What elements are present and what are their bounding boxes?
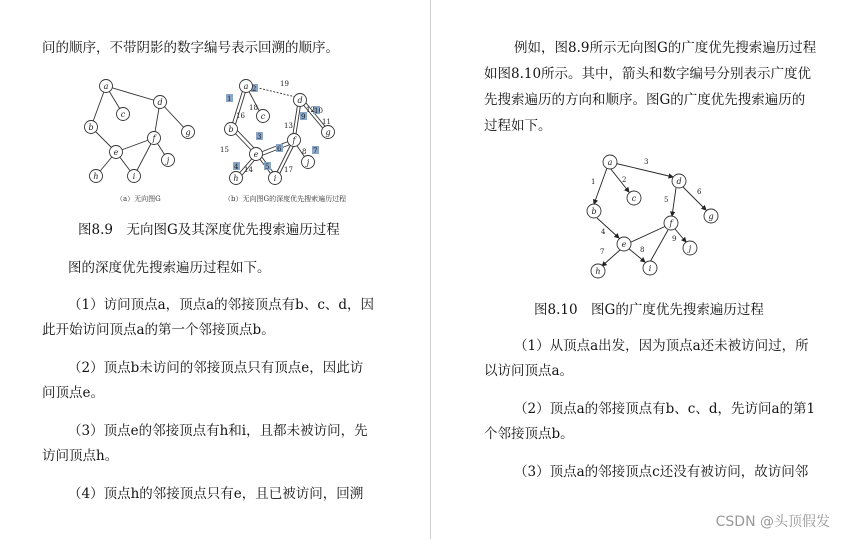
svg-text:f: f [152,134,156,143]
svg-text:5: 5 [265,163,270,171]
step1-line2: 此开始访问顶点a的第一个邻接顶点b。 [42,322,275,338]
svg-text:b: b [591,207,597,216]
svg-text:3: 3 [644,158,649,166]
step2-line1: （2）顶点b未访问的邻接顶点只有顶点e，因此访 [68,360,364,376]
svg-text:f: f [669,219,673,228]
svg-text:2: 2 [252,85,257,93]
dfs-node-i [269,172,282,185]
subcaption-a: （a）无向图G [116,195,161,203]
svg-text:e: e [621,240,627,249]
right-page [432,0,848,539]
bfs-node-c [627,191,641,205]
intro-line2: 如图8.10所示。其中，箭头和数字编号分别表示广度优 [484,66,812,82]
svg-text:j: j [688,244,692,253]
dfs-node-b [225,123,238,136]
page-divider [430,0,431,539]
intro-line4: 过程如下。 [484,118,552,134]
bfs-node-g [704,209,718,223]
svg-text:j: j [166,156,170,165]
svg-text:18: 18 [249,104,258,112]
step4-line1: （4）顶点h的邻接顶点只有e，且已被访问，回溯 [68,486,364,502]
svg-text:c: c [631,194,637,203]
graph-node-c [117,108,130,121]
svg-text:a: a [103,82,109,91]
svg-text:i: i [273,174,277,183]
svg-text:g: g [185,128,191,137]
dfs-node-d [294,94,307,107]
bfs-node-h [591,264,605,278]
svg-text:a: a [607,158,613,167]
dfs-node-f [288,134,301,147]
subcaption-b: （b）无向图G的深度优先搜索遍历过程 [224,195,347,203]
svg-text:d: d [297,96,303,105]
figure-8-10-bfs-graph [580,150,728,280]
step2-line1: （2）顶点a的邻接顶点有b、c、d，先访问a的第1 [514,401,816,417]
bfs-node-i [643,261,657,275]
svg-text:b: b [88,123,94,132]
dfs-node-j [302,156,315,169]
svg-text:a: a [243,82,249,91]
graph-node-b [85,121,98,134]
svg-text:4: 4 [601,228,606,236]
svg-text:c: c [120,110,126,119]
graph-node-e [110,146,123,159]
svg-text:i: i [132,172,136,181]
graph-node-f [148,132,161,145]
svg-text:e: e [113,148,119,157]
bfs-node-e [617,237,631,251]
intro-line3: 先搜索遍历的方向和顺序。图G的广度优先搜索遍历的 [484,92,806,108]
svg-text:17: 17 [284,166,293,174]
graph-node-d [154,96,167,109]
svg-text:12: 12 [306,106,315,114]
step3-line1: （3）顶点a的邻接顶点c还没有被访问，故访问邻 [514,464,809,480]
para-intro: 图的深度优先搜索遍历过程如下。 [68,260,271,276]
bfs-node-j [683,241,697,255]
svg-text:g: g [325,128,331,137]
dfs-node-h [230,172,243,185]
svg-text:1: 1 [227,95,232,103]
step1-line1: （1）从顶点a出发，因为顶点a还未被访问过，所 [514,338,809,354]
svg-text:13: 13 [284,122,293,130]
svg-text:3: 3 [257,133,262,141]
step3-line1: （3）顶点e的邻接顶点有h和i，且都未被访问，先 [68,423,368,439]
svg-text:9: 9 [301,113,306,121]
figure-8-9b-dfs-graph [218,74,346,192]
svg-text:g: g [708,212,714,221]
svg-text:15: 15 [220,146,229,154]
bfs-node-b [587,204,601,218]
step1-line1: （1）访问顶点a，顶点a的邻接顶点有b、c、d，因 [68,297,375,313]
step2-line2: 问顶点e。 [42,385,104,401]
svg-text:7: 7 [313,147,318,155]
svg-text:d: d [157,98,163,107]
svg-text:1: 1 [591,178,596,186]
dfs-node-a [240,80,253,93]
step1-line2: 以访问顶点a。 [484,363,574,379]
svg-text:h: h [595,267,601,276]
svg-text:8: 8 [640,246,645,254]
svg-text:f: f [292,136,296,145]
dfs-node-e [250,148,263,161]
svg-text:h: h [93,172,99,181]
svg-text:2: 2 [622,176,627,184]
svg-text:j: j [306,158,310,167]
step3-line2: 访问顶点h。 [42,448,119,464]
top-text: 问的顺序，不带阴影的数字编号表示回溯的顺序。 [42,40,339,56]
graph-node-a [100,80,113,93]
svg-text:8: 8 [302,148,307,156]
svg-text:9: 9 [672,235,677,243]
svg-text:h: h [233,174,239,183]
svg-text:6: 6 [697,188,702,196]
graph-node-i [128,170,141,183]
svg-text:5: 5 [664,196,669,204]
dfs-node-c [257,110,270,123]
svg-text:19: 19 [280,80,289,88]
dfs-node-g [322,126,335,139]
svg-text:16: 16 [236,112,245,120]
svg-text:d: d [676,177,682,186]
bfs-node-a [603,155,617,169]
svg-text:c: c [260,112,266,121]
svg-text:11: 11 [322,118,331,126]
bfs-node-d [672,174,686,188]
svg-text:i: i [648,264,652,273]
figure-8-9a-graph [78,72,206,190]
svg-text:6: 6 [277,145,282,153]
intro-line1: 例如，图8.9所示无向图G的广度优先搜索遍历过程 [514,40,817,56]
watermark: CSDN @头顶假发 [715,514,830,530]
svg-text:7: 7 [600,248,605,256]
bfs-node-f [664,216,678,230]
graph-node-h [90,170,103,183]
svg-text:b: b [228,125,234,134]
figure-caption-8-9: 图8.9 无向图G及其深度优先搜索遍历过程 [78,222,340,238]
step2-line2: 个邻接顶点b。 [484,426,574,442]
svg-text:e: e [253,150,259,159]
figure-caption-8-10: 图8.10 图G的广度优先搜索遍历过程 [534,302,764,318]
graph-node-g [182,126,195,139]
svg-text:14: 14 [244,166,253,174]
graph-node-j [162,154,175,167]
svg-text:4: 4 [234,163,239,171]
svg-text:10: 10 [314,107,323,115]
